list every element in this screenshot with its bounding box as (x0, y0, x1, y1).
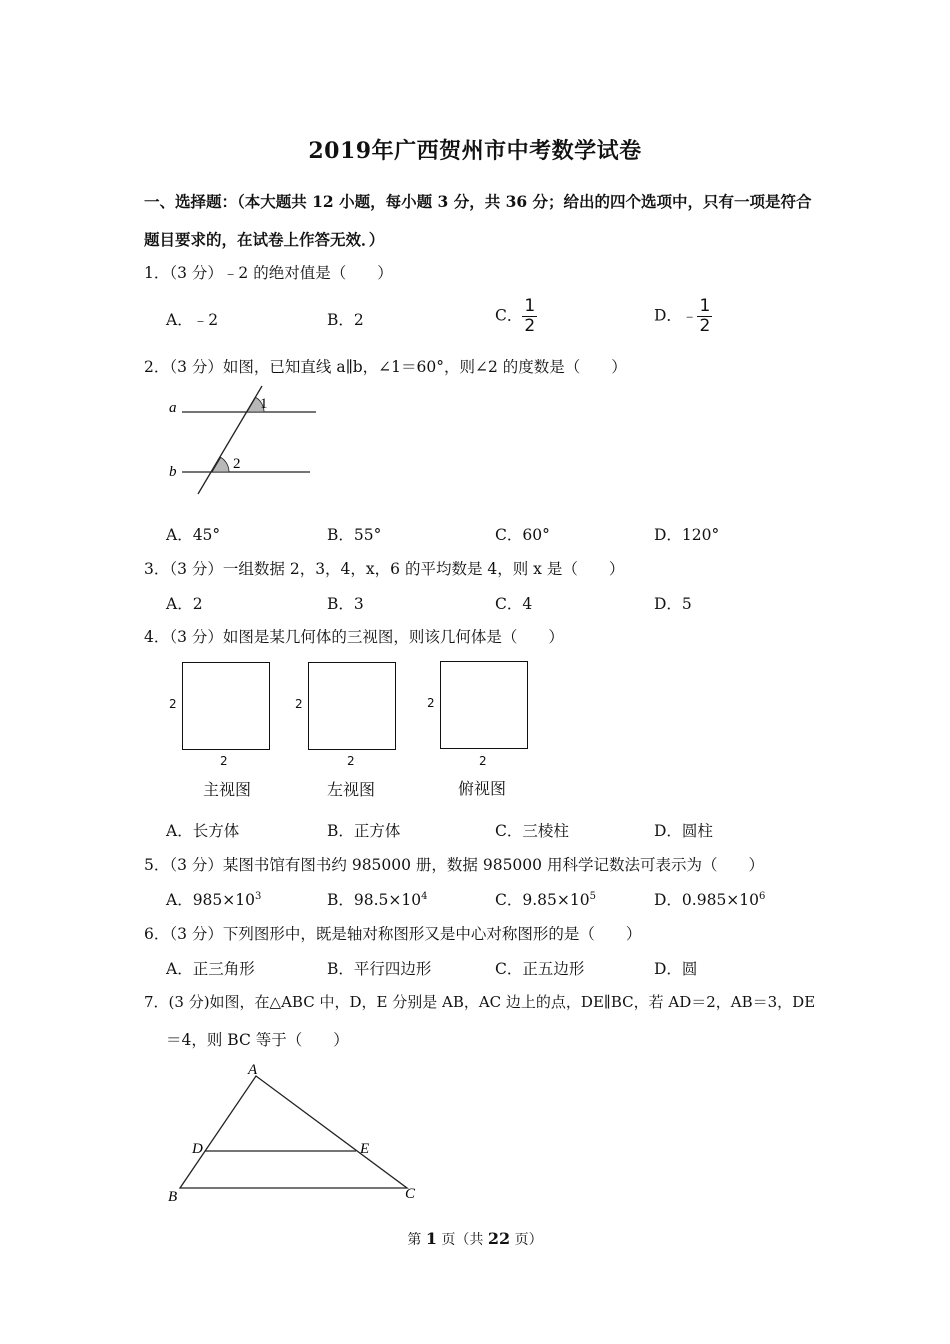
q5-b-exponent: 4 (421, 890, 428, 902)
q5-stem: 5．（3 分）某图书馆有图书约 985000 册，数据 985000 用科学记数法可表示为（ ） (144, 856, 764, 874)
q1-d-denominator: 2 (699, 316, 711, 336)
q6-stem: 6．（3 分）下列图形中，既是轴对称图形又是中心对称图形的是（ ） (144, 925, 642, 943)
label-a: a (169, 400, 177, 416)
q4-option-b: B．正方体 (327, 822, 401, 840)
q3-option-b: B．3 (327, 595, 364, 613)
triangle-abc (180, 1076, 407, 1188)
side-view-square (308, 662, 396, 750)
angle-2-mark (212, 457, 229, 472)
q1-c-numerator: 1 (524, 296, 536, 316)
q7-triangle-figure (160, 1058, 430, 1208)
section-header-line1: 一、选择题：（本大题共 12 小题，每小题 3 分，共 36 分；给出的四个选项中，只有一项是符合 (144, 192, 812, 211)
vertex-b-label: B (168, 1189, 178, 1205)
q6-option-d: D．圆 (654, 960, 698, 978)
q5-option-a (166, 888, 261, 910)
top-view-caption: 俯视图 (458, 779, 507, 798)
q1-option-c-prefix: C． (495, 306, 523, 325)
q6-option-c: C．正五边形 (495, 960, 585, 978)
footer-post: 页） (510, 1232, 543, 1248)
q2-option-d: D．120° (654, 526, 720, 544)
front-view-square (182, 662, 270, 750)
footer-total-pages: 22 (487, 1229, 511, 1248)
q1-c-denominator: 2 (524, 316, 536, 336)
q5-b-base: B．98.5×10 (327, 891, 422, 909)
q4-option-d: D．圆柱 (654, 822, 713, 840)
label-angle-2: 2 (233, 456, 241, 472)
q6-option-a: A．正三角形 (166, 960, 255, 978)
q5-c-exponent: 5 (589, 890, 596, 902)
q5-c-base: C．9.85×10 (495, 891, 590, 909)
q5-a-base: A．985×10 (166, 891, 255, 909)
q3-stem: 3．（3 分）一组数据 2，3，4，x，6 的平均数是 4，则 x 是（ ） (144, 560, 625, 578)
vertex-a-label: A (248, 1062, 258, 1078)
q3-option-a: A．2 (166, 595, 203, 613)
footer-page-number: 1 (425, 1229, 437, 1248)
page-title: 2019年广西贺州市中考数学试卷 (308, 138, 642, 164)
q2-option-a: A．45° (166, 526, 221, 544)
top-view-side-label: 2 (427, 696, 435, 710)
side-view-side-label: 2 (295, 697, 303, 711)
q1-option-d-prefix: D．﹣ (654, 306, 698, 325)
q2-option-c: C．60° (495, 526, 550, 544)
side-view-bottom-label: 2 (347, 754, 355, 768)
q1-option-d (654, 298, 712, 335)
footer-pre: 第 (407, 1232, 426, 1248)
label-angle-1: 1 (260, 396, 268, 412)
q5-a-exponent: 3 (255, 890, 262, 902)
q1-option-b: B．2 (327, 311, 364, 329)
q1-option-a: A．﹣2 (166, 311, 219, 329)
section-header-line2: 题目要求的，在试卷上作答无效．） (144, 230, 385, 249)
q7-stem-line2: ＝4，则 BC 等于（ ） (166, 1031, 349, 1049)
q1-option-d-fraction (697, 298, 712, 335)
point-d-label: D (192, 1141, 203, 1157)
q2-option-b: B．55° (327, 526, 382, 544)
q5-option-d (654, 888, 765, 910)
q2-stem: 2．（3 分）如图，已知直线 a∥b，∠1＝60°，则∠2 的度数是（ ） (144, 358, 627, 376)
label-b: b (169, 464, 177, 480)
q2-parallel-lines-figure (160, 380, 330, 500)
q4-stem: 4．（3 分）如图是某几何体的三视图，则该几何体是（ ） (144, 628, 564, 646)
vertex-c-label: C (405, 1186, 416, 1202)
top-view-square (440, 661, 528, 749)
q3-option-c: C．4 (495, 595, 533, 613)
q4-option-c: C．三棱柱 (495, 822, 569, 840)
q7-stem-line1: 7．(3 分)如图，在△ABC 中，D，E 分别是 AB，AC 边上的点，DE∥BC，若 AD＝2，AB＝3，DE (144, 993, 816, 1011)
footer-mid: 页（共 (436, 1232, 488, 1248)
q3-option-d: D．5 (654, 595, 692, 613)
q1-stem: 1．（3 分）﹣2 的绝对值是（ ） (144, 264, 393, 282)
q5-d-base: D．0.985×10 (654, 891, 760, 909)
top-view-bottom-label: 2 (479, 754, 487, 768)
side-view-caption: 左视图 (327, 780, 376, 799)
front-view-caption: 主视图 (203, 780, 252, 799)
front-view-side-label: 2 (169, 697, 177, 711)
q5-option-c (495, 888, 596, 910)
point-e-label: E (360, 1141, 370, 1157)
page-footer (0, 1229, 950, 1249)
q4-option-a: A．长方体 (166, 822, 240, 840)
q1-option-c (495, 298, 537, 335)
q5-option-b (327, 888, 428, 910)
q1-d-numerator: 1 (699, 296, 711, 316)
front-view-bottom-label: 2 (220, 754, 228, 768)
q6-option-b: B．平行四边形 (327, 960, 432, 978)
q5-d-exponent: 6 (759, 890, 766, 902)
q1-option-c-fraction (522, 298, 537, 335)
